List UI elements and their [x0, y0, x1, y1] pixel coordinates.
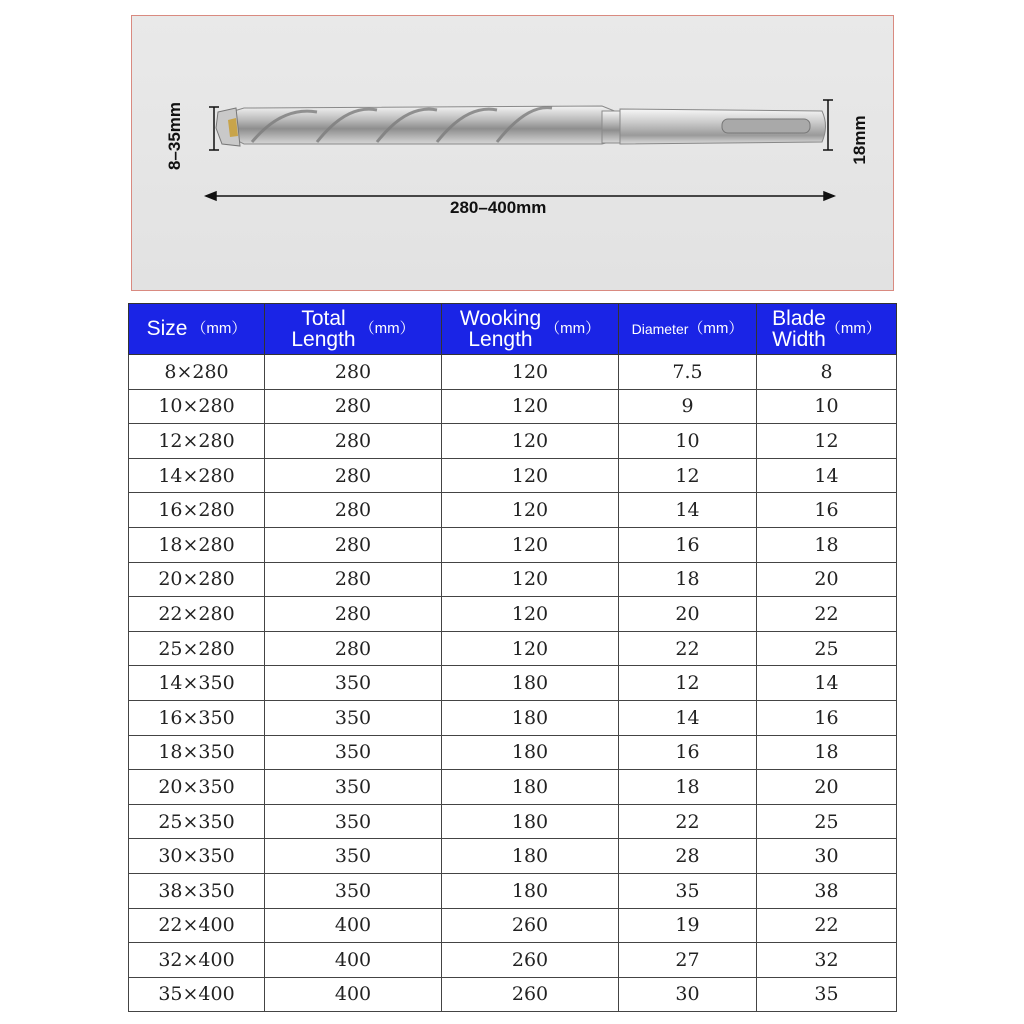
cell-working-length: 260	[442, 908, 619, 943]
cell-total-length: 280	[265, 631, 442, 666]
cell-working-length: 180	[442, 770, 619, 805]
cell-diameter: 22	[619, 631, 757, 666]
cell-size: 22×400	[129, 908, 265, 943]
cell-working-length: 180	[442, 873, 619, 908]
cell-working-length: 120	[442, 493, 619, 528]
cell-size: 20×350	[129, 770, 265, 805]
cell-blade-width: 38	[757, 873, 897, 908]
header-diameter-label: Diameter	[631, 321, 689, 337]
cell-diameter: 14	[619, 493, 757, 528]
cell-working-length: 180	[442, 666, 619, 701]
header-working-length	[442, 304, 619, 355]
drill-bit-illustration	[132, 16, 895, 292]
cell-total-length: 350	[265, 700, 442, 735]
table-row	[129, 666, 897, 701]
table-row	[129, 977, 897, 1012]
cell-working-length: 120	[442, 355, 619, 390]
spec-table-container	[128, 303, 896, 1012]
cell-size: 8×280	[129, 355, 265, 390]
cell-blade-width: 20	[757, 770, 897, 805]
cell-size: 18×280	[129, 527, 265, 562]
cell-diameter: 12	[619, 666, 757, 701]
cell-total-length: 350	[265, 770, 442, 805]
table-row	[129, 839, 897, 874]
header-working-unit: （mm）	[545, 320, 601, 337]
cell-working-length: 120	[442, 562, 619, 597]
header-size-label: Size	[146, 317, 188, 340]
cell-diameter: 14	[619, 700, 757, 735]
cell-diameter: 12	[619, 458, 757, 493]
cell-blade-width: 35	[757, 977, 897, 1012]
cell-size: 38×350	[129, 873, 265, 908]
table-row	[129, 424, 897, 459]
cell-size: 14×280	[129, 458, 265, 493]
cell-working-length: 120	[442, 424, 619, 459]
cell-size: 25×350	[129, 804, 265, 839]
header-blade-unit: （mm）	[825, 320, 881, 337]
cell-total-length: 280	[265, 355, 442, 390]
table-row	[129, 770, 897, 805]
table-row	[129, 493, 897, 528]
cell-working-length: 180	[442, 839, 619, 874]
cell-total-length: 280	[265, 493, 442, 528]
header-working-l1: Wooking	[459, 307, 542, 330]
cell-total-length: 350	[265, 735, 442, 770]
table-row	[129, 562, 897, 597]
cell-size: 12×280	[129, 424, 265, 459]
cell-blade-width: 8	[757, 355, 897, 390]
cell-working-length: 120	[442, 597, 619, 632]
header-total-l1: Total	[301, 307, 346, 330]
table-row	[129, 735, 897, 770]
cell-diameter: 18	[619, 770, 757, 805]
tip-diameter-label: 8–35mm	[165, 101, 184, 171]
cell-diameter: 10	[619, 424, 757, 459]
table-row	[129, 804, 897, 839]
cell-size: 10×280	[129, 389, 265, 424]
cell-total-length: 280	[265, 458, 442, 493]
cell-diameter: 19	[619, 908, 757, 943]
table-body	[129, 355, 897, 1012]
cell-size: 22×280	[129, 597, 265, 632]
spec-table	[128, 303, 897, 1012]
cell-size: 20×280	[129, 562, 265, 597]
cell-blade-width: 16	[757, 700, 897, 735]
cell-size: 18×350	[129, 735, 265, 770]
cell-size: 16×280	[129, 493, 265, 528]
cell-working-length: 120	[442, 389, 619, 424]
header-total-unit: （mm）	[359, 320, 415, 337]
cell-blade-width: 30	[757, 839, 897, 874]
cell-blade-width: 14	[757, 458, 897, 493]
cell-diameter: 22	[619, 804, 757, 839]
cell-total-length: 400	[265, 908, 442, 943]
table-row	[129, 458, 897, 493]
header-diameter	[619, 304, 757, 355]
cell-diameter: 18	[619, 562, 757, 597]
header-diameter-unit: （mm）	[688, 320, 744, 337]
cell-working-length: 120	[442, 458, 619, 493]
cell-total-length: 350	[265, 839, 442, 874]
cell-diameter: 16	[619, 527, 757, 562]
cell-blade-width: 25	[757, 804, 897, 839]
header-total-l2: Length	[291, 328, 356, 351]
cell-size: 25×280	[129, 631, 265, 666]
header-total-length	[265, 304, 442, 355]
cell-blade-width: 20	[757, 562, 897, 597]
cell-total-length: 400	[265, 943, 442, 978]
cell-blade-width: 10	[757, 389, 897, 424]
cell-total-length: 280	[265, 597, 442, 632]
cell-diameter: 9	[619, 389, 757, 424]
cell-diameter: 27	[619, 943, 757, 978]
cell-total-length: 280	[265, 424, 442, 459]
header-blade-l2: Width	[772, 328, 826, 351]
table-row	[129, 943, 897, 978]
cell-working-length: 180	[442, 804, 619, 839]
cell-blade-width: 22	[757, 597, 897, 632]
table-row	[129, 873, 897, 908]
cell-working-length: 260	[442, 977, 619, 1012]
table-row	[129, 527, 897, 562]
cell-working-length: 260	[442, 943, 619, 978]
header-size-unit: （mm）	[191, 320, 247, 337]
cell-blade-width: 22	[757, 908, 897, 943]
cell-working-length: 180	[442, 700, 619, 735]
cell-size: 14×350	[129, 666, 265, 701]
cell-diameter: 28	[619, 839, 757, 874]
cell-diameter: 35	[619, 873, 757, 908]
header-working-l2: Length	[468, 328, 533, 351]
cell-working-length: 180	[442, 735, 619, 770]
cell-diameter: 16	[619, 735, 757, 770]
cell-working-length: 120	[442, 527, 619, 562]
header-blade-l1: Blade	[772, 307, 826, 330]
cell-blade-width: 12	[757, 424, 897, 459]
header-blade-width	[757, 304, 897, 355]
table-row	[129, 908, 897, 943]
header-size	[129, 304, 265, 355]
cell-size: 16×350	[129, 700, 265, 735]
cell-size: 32×400	[129, 943, 265, 978]
cell-total-length: 350	[265, 873, 442, 908]
product-photo	[131, 15, 894, 291]
cell-blade-width: 18	[757, 735, 897, 770]
table-row	[129, 700, 897, 735]
cell-diameter: 30	[619, 977, 757, 1012]
table-row	[129, 631, 897, 666]
cell-blade-width: 18	[757, 527, 897, 562]
cell-total-length: 280	[265, 527, 442, 562]
cell-total-length: 350	[265, 804, 442, 839]
cell-blade-width: 14	[757, 666, 897, 701]
cell-diameter: 20	[619, 597, 757, 632]
cell-diameter: 7.5	[619, 355, 757, 390]
table-row	[129, 389, 897, 424]
cell-total-length: 350	[265, 666, 442, 701]
cell-total-length: 280	[265, 562, 442, 597]
cell-working-length: 120	[442, 631, 619, 666]
table-header-row	[129, 304, 897, 355]
cell-size: 30×350	[129, 839, 265, 874]
length-label: 280–400mm	[450, 198, 547, 217]
table-row	[129, 597, 897, 632]
shank-diameter-label: 18mm	[850, 115, 869, 165]
cell-size: 35×400	[129, 977, 265, 1012]
cell-blade-width: 16	[757, 493, 897, 528]
cell-total-length: 400	[265, 977, 442, 1012]
cell-blade-width: 25	[757, 631, 897, 666]
cell-total-length: 280	[265, 389, 442, 424]
cell-blade-width: 32	[757, 943, 897, 978]
table-row	[129, 355, 897, 390]
